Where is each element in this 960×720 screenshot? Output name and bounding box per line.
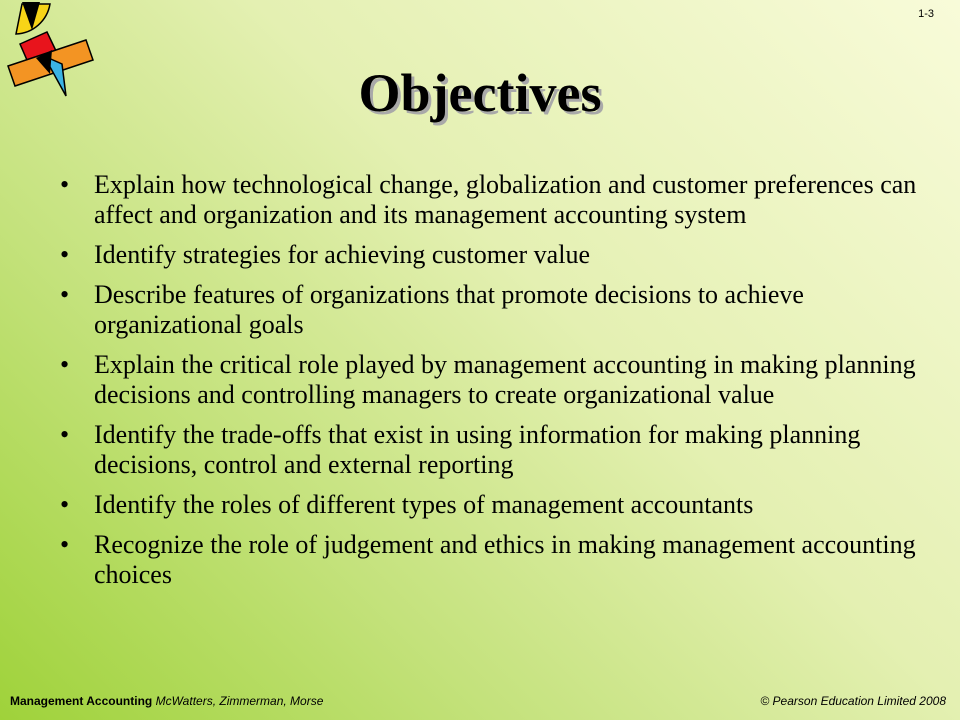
objectives-list bbox=[60, 170, 930, 600]
bullet-text: Identify strategies for achieving customer value bbox=[94, 240, 590, 269]
bullet-item bbox=[60, 170, 930, 230]
bullet-item bbox=[60, 240, 930, 270]
footer-book-info bbox=[10, 694, 323, 708]
bullet-dot-icon: • bbox=[60, 490, 70, 519]
bullet-text: Explain the critical role played by management accounting in making planning decisions and controlling managers to create organizational value bbox=[94, 350, 916, 409]
bullet-text: Describe features of organizations that promote decisions to achieve organizational goals bbox=[94, 280, 804, 339]
bullet-dot-icon: • bbox=[60, 170, 70, 199]
bullet-item bbox=[60, 350, 930, 410]
footer-authors: McWatters, Zimmerman, Morse bbox=[155, 694, 324, 708]
bullet-text: Identify the trade-offs that exist in using information for making planning decisions, control and external reporting bbox=[94, 420, 861, 479]
bullet-item bbox=[60, 420, 930, 480]
bullet-dot-icon: • bbox=[60, 530, 70, 559]
slide-footer bbox=[10, 694, 946, 710]
footer-copyright: © Pearson Education Limited 2008 bbox=[760, 694, 946, 708]
bullet-item bbox=[60, 280, 930, 340]
bullet-dot-icon: • bbox=[60, 280, 70, 309]
bullet-text: Recognize the role of judgement and ethics in making management accounting choices bbox=[94, 530, 916, 589]
bullet-text: Identify the roles of different types of management accountants bbox=[94, 490, 754, 519]
slide-title: Objectives bbox=[358, 63, 602, 123]
bullet-text: Explain how technological change, globalization and customer preferences can affect and organization and its management accounting system bbox=[94, 170, 917, 229]
bullet-dot-icon: • bbox=[60, 240, 70, 269]
slide-number: 1-3 bbox=[918, 8, 934, 20]
bullet-dot-icon: • bbox=[60, 350, 70, 379]
bullet-dot-icon: • bbox=[60, 420, 70, 449]
bullet-item bbox=[60, 530, 930, 590]
footer-book-title: Management Accounting bbox=[10, 694, 153, 708]
bullet-item bbox=[60, 490, 930, 520]
